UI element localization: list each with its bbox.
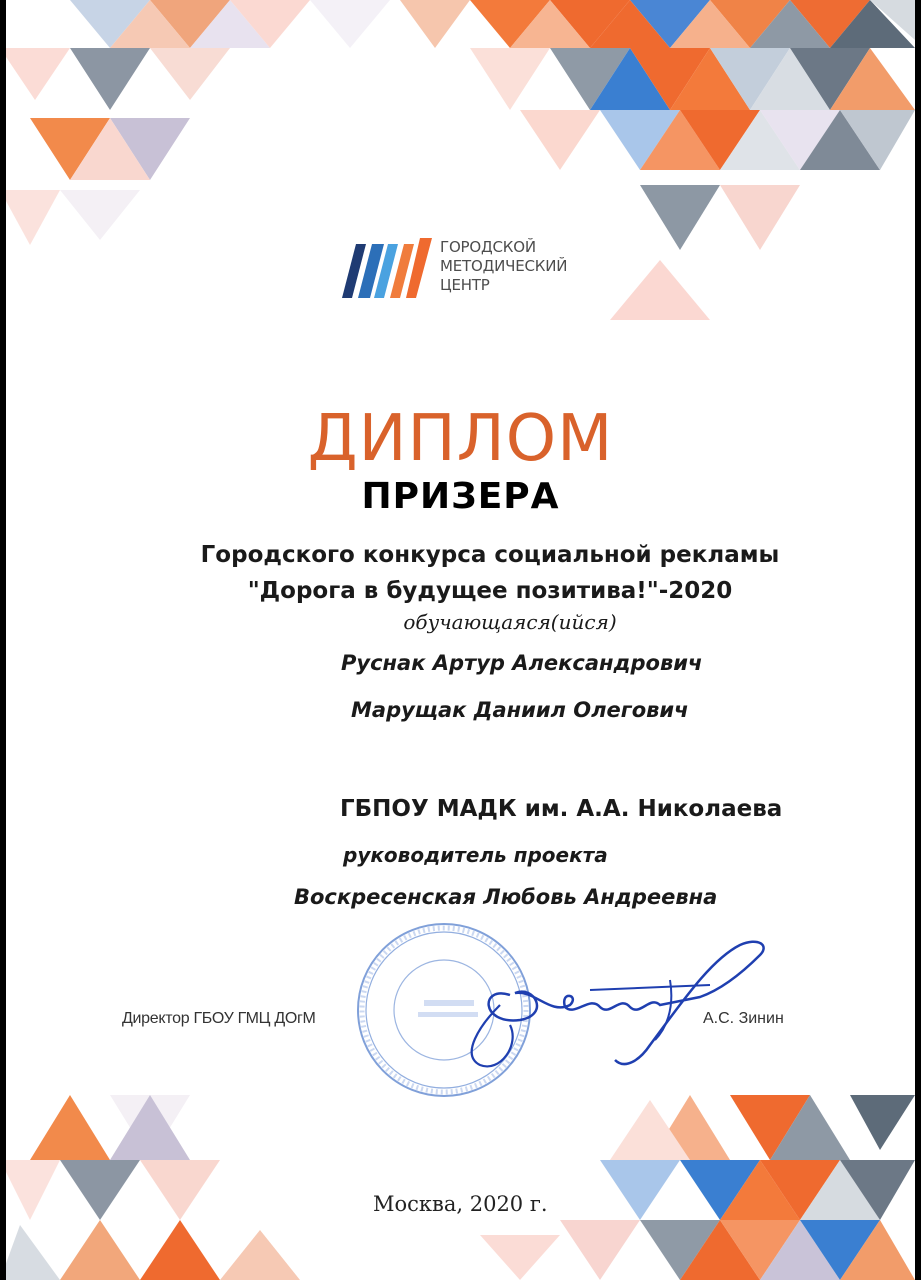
contest-line-2: "Дорога в будущее позитива!"-2020 <box>247 578 733 604</box>
logo-text <box>440 238 567 295</box>
gmc-logo <box>342 236 582 302</box>
student-name-1: Руснак Артур Александрович <box>341 651 703 675</box>
director-label: Директор ГБОУ ГМЦ ДОгМ <box>122 1010 316 1027</box>
logo-mark-icon <box>342 236 434 298</box>
leader-label: руководитель проекта <box>343 843 608 867</box>
diploma-subtitle: ПРИЗЕРА <box>361 476 560 517</box>
director-name: А.С. Зинин <box>703 1010 784 1027</box>
student-name-2: Марущак Даниил Олегович <box>351 698 689 722</box>
student-label: обучающаяся(ийся) <box>403 610 617 634</box>
leader-name: Воскресенская Любовь Андреевна <box>294 885 718 909</box>
city-and-year: Москва, 2020 г. <box>373 1192 548 1216</box>
handwritten-signature <box>440 935 780 1075</box>
right-border <box>915 0 921 1280</box>
left-border <box>0 0 6 1280</box>
logo-line-1: ГОРОДСКОЙ <box>440 238 536 256</box>
logo-line-2: МЕТОДИЧЕСКИЙ <box>440 257 568 275</box>
contest-line-1: Городского конкурса социальной рекламы <box>200 542 780 568</box>
diploma-title: ДИПЛОМ <box>307 402 614 476</box>
organization: ГБПОУ МАДК им. А.А. Николаева <box>340 796 783 822</box>
logo-line-3: ЦЕНТР <box>440 276 490 294</box>
